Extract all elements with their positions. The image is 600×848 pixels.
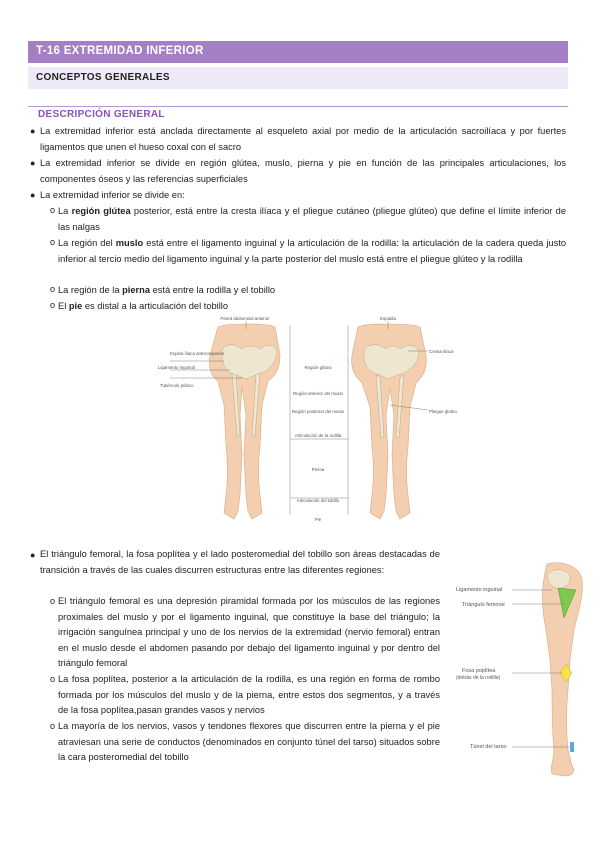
label-pierna: Pierna bbox=[311, 467, 325, 472]
label-fosa-sub: (detrás de la rodilla) bbox=[456, 675, 501, 681]
text: está entre la rodilla y el tobillo bbox=[150, 285, 276, 295]
label-ligamento: Ligamento inguinal bbox=[158, 365, 195, 370]
sub-bullet: o bbox=[50, 205, 56, 215]
text: La región del bbox=[58, 238, 116, 248]
label-triangulo: Triángulo femoral bbox=[462, 602, 505, 608]
label-tuberculo: Tubérculo púbico bbox=[160, 383, 194, 388]
label-ligamento-inguinal: Ligamento inguinal bbox=[456, 587, 503, 593]
text: posterior, está entre la cresta ilíaca y el pliegue cutáneo (pliegue glúteo) que define el límite inferior de las nalgas bbox=[58, 206, 566, 232]
label-espina: Espina ilíaca anterosuperior bbox=[170, 351, 225, 356]
transition-areas-figure bbox=[452, 560, 592, 778]
paragraph-anclaje: La extremidad inferior está anclada directamente al esqueleto axial por medio de la articulación sacroilíaca y por fuertes ligamentos que unen el hueso coxal con el sacro bbox=[40, 126, 566, 152]
term-muslo: muslo bbox=[115, 238, 144, 248]
bullet-dot: ● bbox=[30, 550, 36, 560]
label-region-glutea: Región glútea bbox=[304, 365, 332, 370]
page-title: T-16 EXTREMIDAD INFERIOR bbox=[36, 45, 204, 57]
sub-bullet: o bbox=[50, 721, 56, 731]
label-tobillo: Articulación del tobillo bbox=[296, 498, 340, 503]
page-subtitle: CONCEPTOS GENERALES bbox=[36, 72, 170, 83]
paragraph-tunel-tarso: La mayoría de los nervios, vasos y tendones flexores que discurren entre la pierna y el pie atraviesan una serie de conductos (denominados en conjunto túnel del tarso) situados sobre la cara posteromedial del tobillo bbox=[58, 721, 440, 763]
title-bar bbox=[28, 41, 568, 63]
bullet-dot: ● bbox=[30, 126, 36, 136]
sub-bullet: o bbox=[50, 284, 56, 294]
sub-bullet: o bbox=[50, 300, 56, 310]
paragraph-fosa-poplitea: La fosa poplítea, posterior a la articulación de la rodilla, es una región en forma de rombo formada por los músculos del muslo y de la pierna, entre estos dos segmentos, y a través de la fosa poplítea,pasan grandes vasos y nervios bbox=[58, 674, 440, 716]
sub-bullet: o bbox=[50, 674, 56, 684]
text: está entre el ligamento inguinal y la articulación de la rodilla: la articulación de la cadera queda justo inferior al tercio medio del ligamento inguinal y la parte posterior del muslo está entre el pliegue glúteo y la rodilla bbox=[58, 238, 567, 264]
bullet-dot: ● bbox=[30, 190, 36, 200]
paragraph-pierna bbox=[58, 283, 566, 299]
text: La bbox=[58, 206, 72, 216]
paragraph-pie bbox=[58, 299, 566, 315]
text: es distal a la articulación del tobillo bbox=[82, 301, 229, 311]
label-region-anterior: Región anterior del muslo bbox=[292, 391, 344, 396]
bullet-dot: ● bbox=[30, 158, 36, 168]
paragraph-transicion: El triángulo femoral, la fosa poplítea y el lado posteromedial del tobillo son áreas destacadas de transición a través de las cuales discurren estructuras entre las diferentes regiones: bbox=[40, 549, 440, 575]
sub-bullet: o bbox=[50, 596, 56, 606]
label-pliegue: Pliegue glúteo bbox=[429, 409, 457, 414]
label-region-posterior: Región posterior del muslo bbox=[291, 409, 345, 414]
term-pie: pie bbox=[68, 301, 83, 311]
term-pierna: pierna bbox=[122, 285, 150, 295]
section-title: DESCRIPCIÓN GENERAL bbox=[38, 109, 165, 120]
section-divider bbox=[28, 106, 568, 107]
lower-limb-regions-figure bbox=[150, 315, 457, 530]
term-region-glutea: región glútea bbox=[71, 206, 131, 216]
subtitle-bar bbox=[28, 67, 568, 89]
text: El bbox=[58, 301, 69, 311]
label-pie: Pie bbox=[314, 517, 322, 522]
label-rodilla: Articulación de la rodilla bbox=[294, 433, 342, 438]
paragraph-muslo bbox=[58, 236, 566, 267]
sub-bullet: o bbox=[50, 237, 56, 247]
label-tunel: Túnel del tarso bbox=[470, 744, 507, 750]
label-cresta: Cresta ilíaca bbox=[429, 349, 454, 354]
paragraph-triangulo-femoral: El triángulo femoral es una depresión piramidal formada por los músculos de las regiones proximales del muslo y por el ligamento inguinal, que constituye la base del triángulo; la irrigación sanguínea principal y uno de los nervios de la extremidad (nervio femoral) entran en el muslo desde el abdomen pasando por debajo del ligamento inguinal y por dentro del triángulo femoral bbox=[58, 596, 440, 669]
label-espalda: Espalda bbox=[380, 316, 396, 321]
paragraph-division: La extremidad inferior se divide en región glútea, muslo, pierna y pie en función de las principales articulaciones, los componentes óseos y las referencias superficiales bbox=[40, 158, 566, 184]
label-fosa: Fosa poplítea bbox=[462, 668, 496, 674]
paragraph-divide-en: La extremidad inferior se divide en: bbox=[40, 190, 185, 200]
paragraph-region-glutea bbox=[58, 204, 566, 235]
label-pared: Pared abdominal anterior bbox=[220, 316, 270, 321]
text: La región de la bbox=[58, 285, 123, 295]
